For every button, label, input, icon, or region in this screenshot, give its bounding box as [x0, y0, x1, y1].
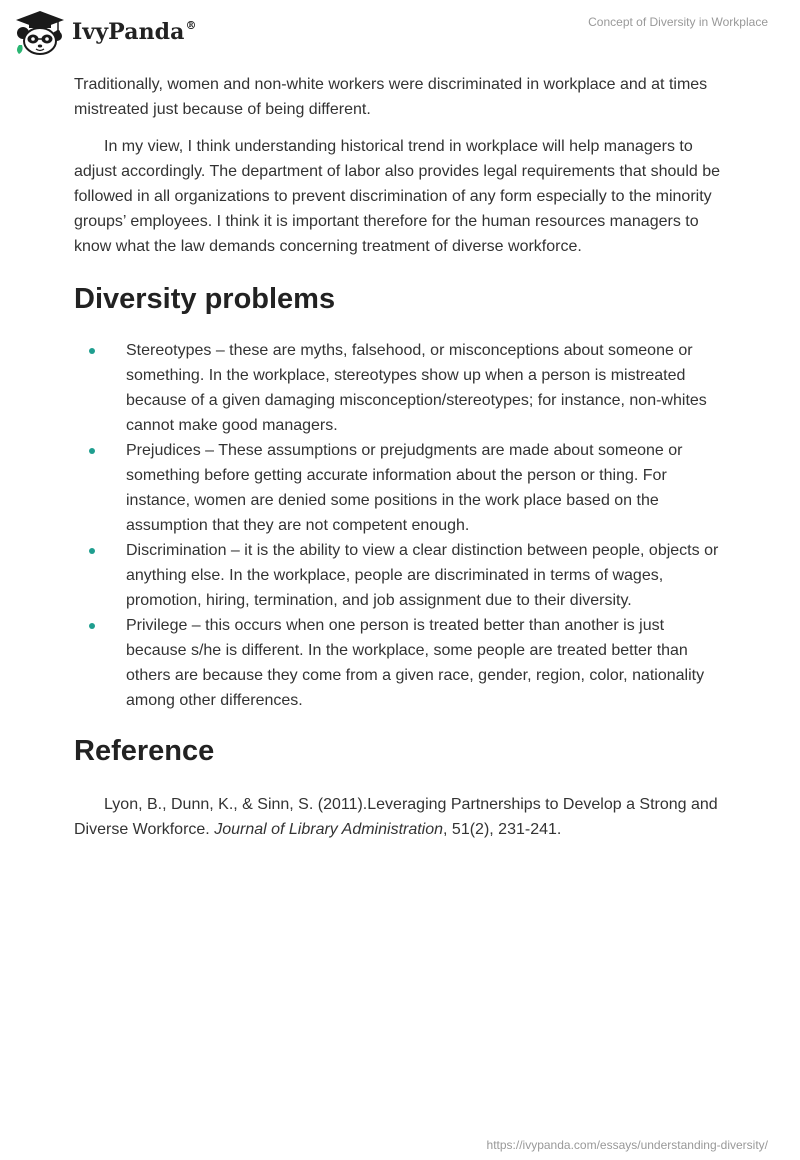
body-paragraph: Traditionally, women and non-white workers were discriminated in workplace and at times mistreated just because of being different.	[74, 76, 708, 118]
bullet-icon	[89, 623, 95, 629]
journal-title: Journal of Library Administration	[214, 821, 444, 838]
panda-graduate-icon	[14, 9, 66, 55]
essay-content	[74, 72, 724, 842]
page-header	[0, 0, 800, 60]
citation-text: Lyon, B., Dunn, K., & Sinn, S. (2011).Leveraging Partnerships to Develop a Strong and Diverse Workforce.	[74, 796, 718, 838]
citation-tail: , 51(2), 231-241.	[443, 821, 562, 838]
list-item-text: Privilege – this occurs when one person is treated better than another is just because s/he is different. In the workplace, some people are treated better than others are because they come from a given race, gender, region, color, nationality among other differences.	[126, 617, 705, 709]
reference-citation	[74, 792, 724, 842]
body-paragraph: In my view, I think understanding historical trend in workplace will help managers to adjust accordingly. The department of labor also provides legal requirements that should be followed in all organizations to prevent discrimination of any form especially to the minority groups’ employees. I think it is important therefore for the human resources managers to know what the law demands concerning treatment of diverse workforce.	[74, 138, 721, 255]
list-item-text: Prejudices – These assumptions or prejudgments are made about someone or something before getting accurate information about the person or thing. For instance, women are denied some positions in the work place based on the assumption that they are not competent enough.	[126, 442, 683, 534]
brand-logo[interactable]	[14, 8, 197, 56]
section-heading-reference: Reference	[74, 735, 215, 767]
brand-name: IvyPanda®	[72, 18, 197, 45]
list-item	[74, 538, 724, 613]
diversity-problems-list	[74, 338, 724, 713]
bullet-icon	[89, 448, 95, 454]
document-title: Concept of Diversity in Workplace	[588, 15, 768, 29]
list-item	[74, 338, 724, 438]
section-heading-diversity-problems: Diversity problems	[74, 283, 336, 315]
bullet-icon	[89, 348, 95, 354]
list-item	[74, 613, 724, 713]
registered-mark: ®	[185, 18, 197, 32]
list-item	[74, 438, 724, 538]
source-url[interactable]: https://ivypanda.com/essays/understanding-diversity/	[486, 1138, 768, 1152]
list-item-text: Stereotypes – these are myths, falsehood, or misconceptions about someone or something. In the workplace, stereotypes show up when a person is mistreated because of a given damaging misconception/stereotypes; for instance, non-whites cannot make good managers.	[126, 342, 707, 434]
list-item-text: Discrimination – it is the ability to view a clear distinction between people, objects or anything else. In the workplace, people are discriminated in terms of wages, promotion, hiring, termination, and job assignment due to their diversity.	[126, 542, 719, 609]
bullet-icon	[89, 548, 95, 554]
